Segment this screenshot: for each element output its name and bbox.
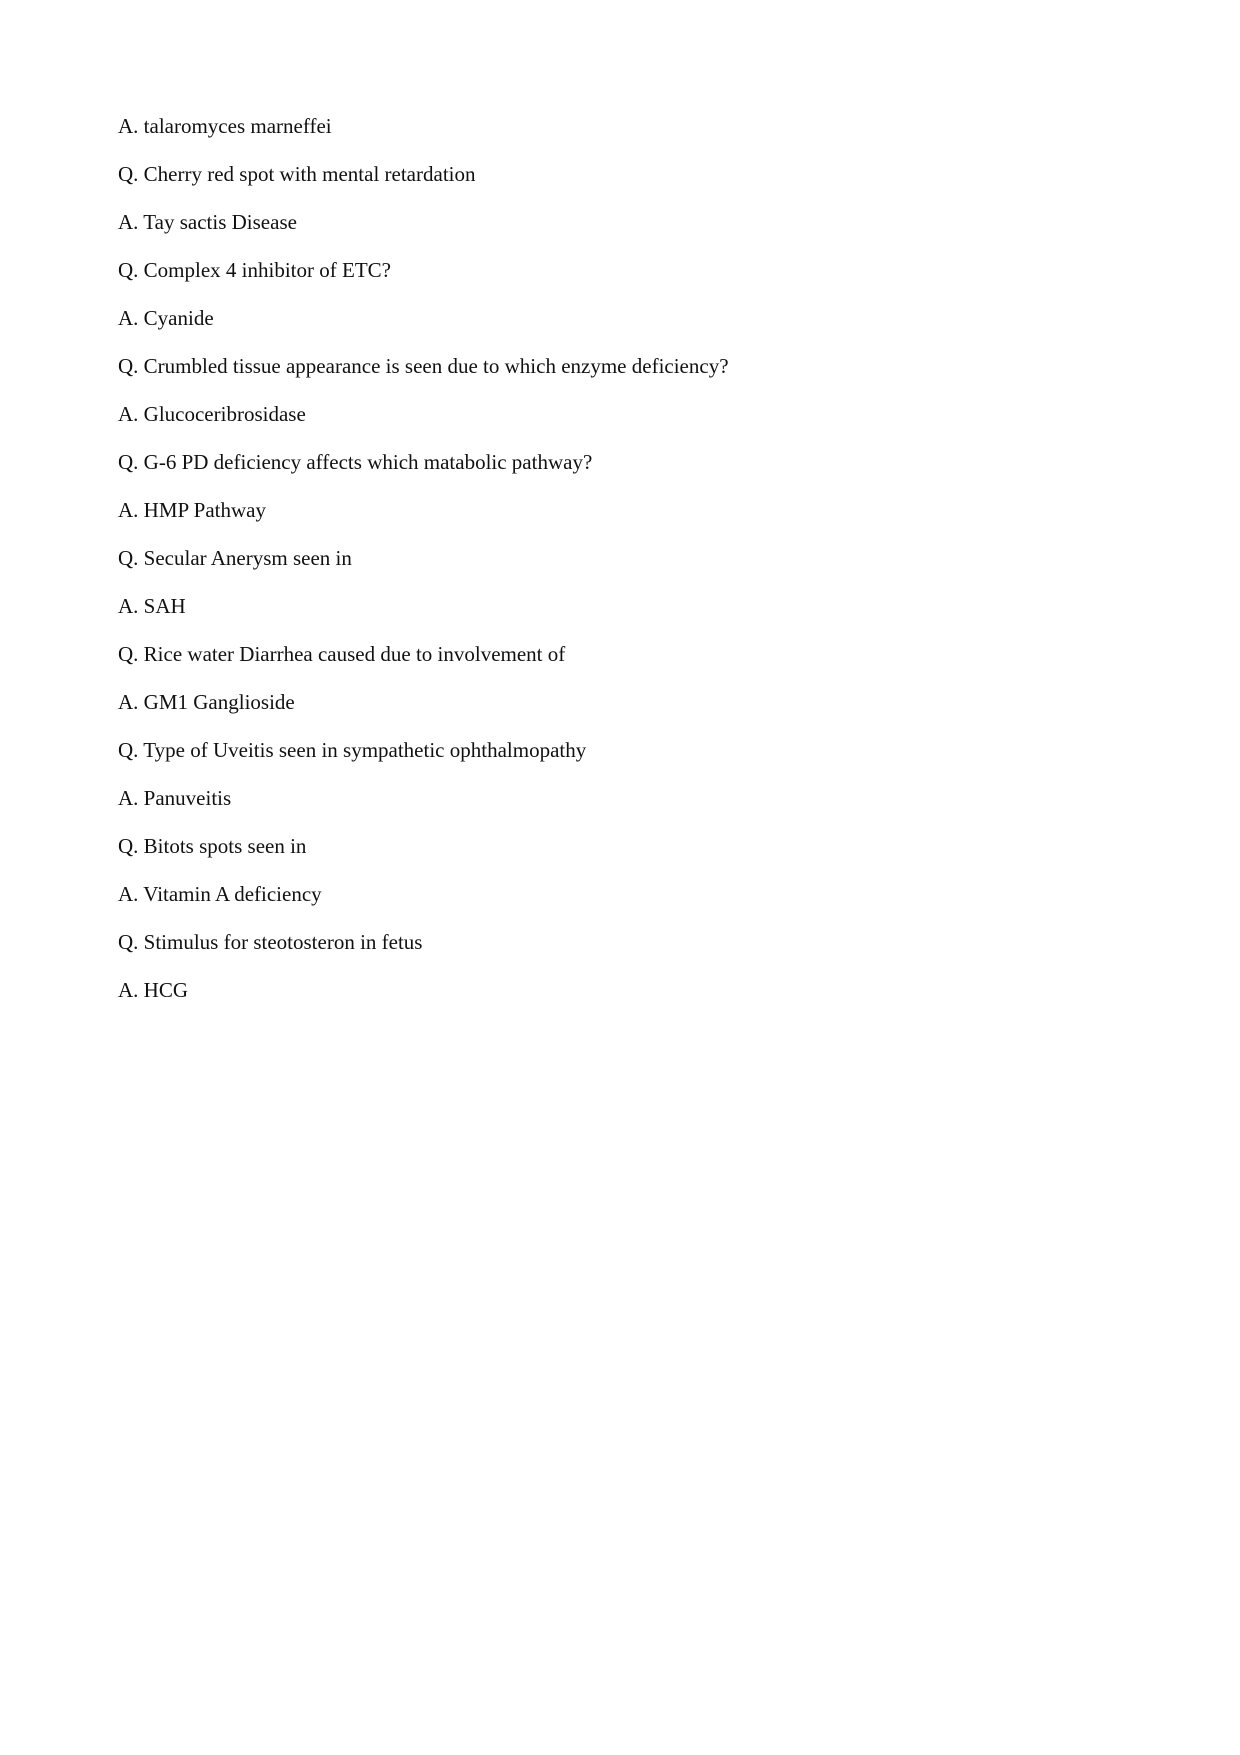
- answer-line: A. Panuveitis: [118, 786, 232, 810]
- question-line: Q. Secular Anerysm seen in: [118, 546, 352, 570]
- answer-line: A. Tay sactis Disease: [118, 210, 297, 234]
- question-line: Q. Type of Uveitis seen in sympathetic ophthalmopathy: [118, 738, 587, 762]
- question-line: Q. G-6 PD deficiency affects which matabolic pathway?: [118, 450, 593, 474]
- question-line: Q. Rice water Diarrhea caused due to involvement of: [118, 642, 566, 666]
- answer-line: A. HMP Pathway: [118, 498, 266, 522]
- question-line: Q. Stimulus for steotosteron in fetus: [118, 930, 423, 954]
- question-line: Q. Bitots spots seen in: [118, 834, 307, 858]
- answer-line: A. Cyanide: [118, 306, 214, 330]
- question-line: Q. Cherry red spot with mental retardation: [118, 162, 476, 186]
- answer-line: A. GM1 Ganglioside: [118, 690, 295, 714]
- answer-line: A. Vitamin A deficiency: [118, 882, 322, 906]
- answer-line: A. SAH: [118, 594, 186, 618]
- question-line: Q. Complex 4 inhibitor of ETC?: [118, 258, 391, 282]
- answer-line: A. HCG: [118, 978, 189, 1002]
- answer-line: A. talaromyces marneffei: [118, 114, 332, 138]
- question-line: Q. Crumbled tissue appearance is seen due to which enzyme deficiency?: [118, 354, 729, 378]
- answer-line: A. Glucoceribrosidase: [118, 402, 306, 426]
- qa-list: [118, 114, 1118, 1026]
